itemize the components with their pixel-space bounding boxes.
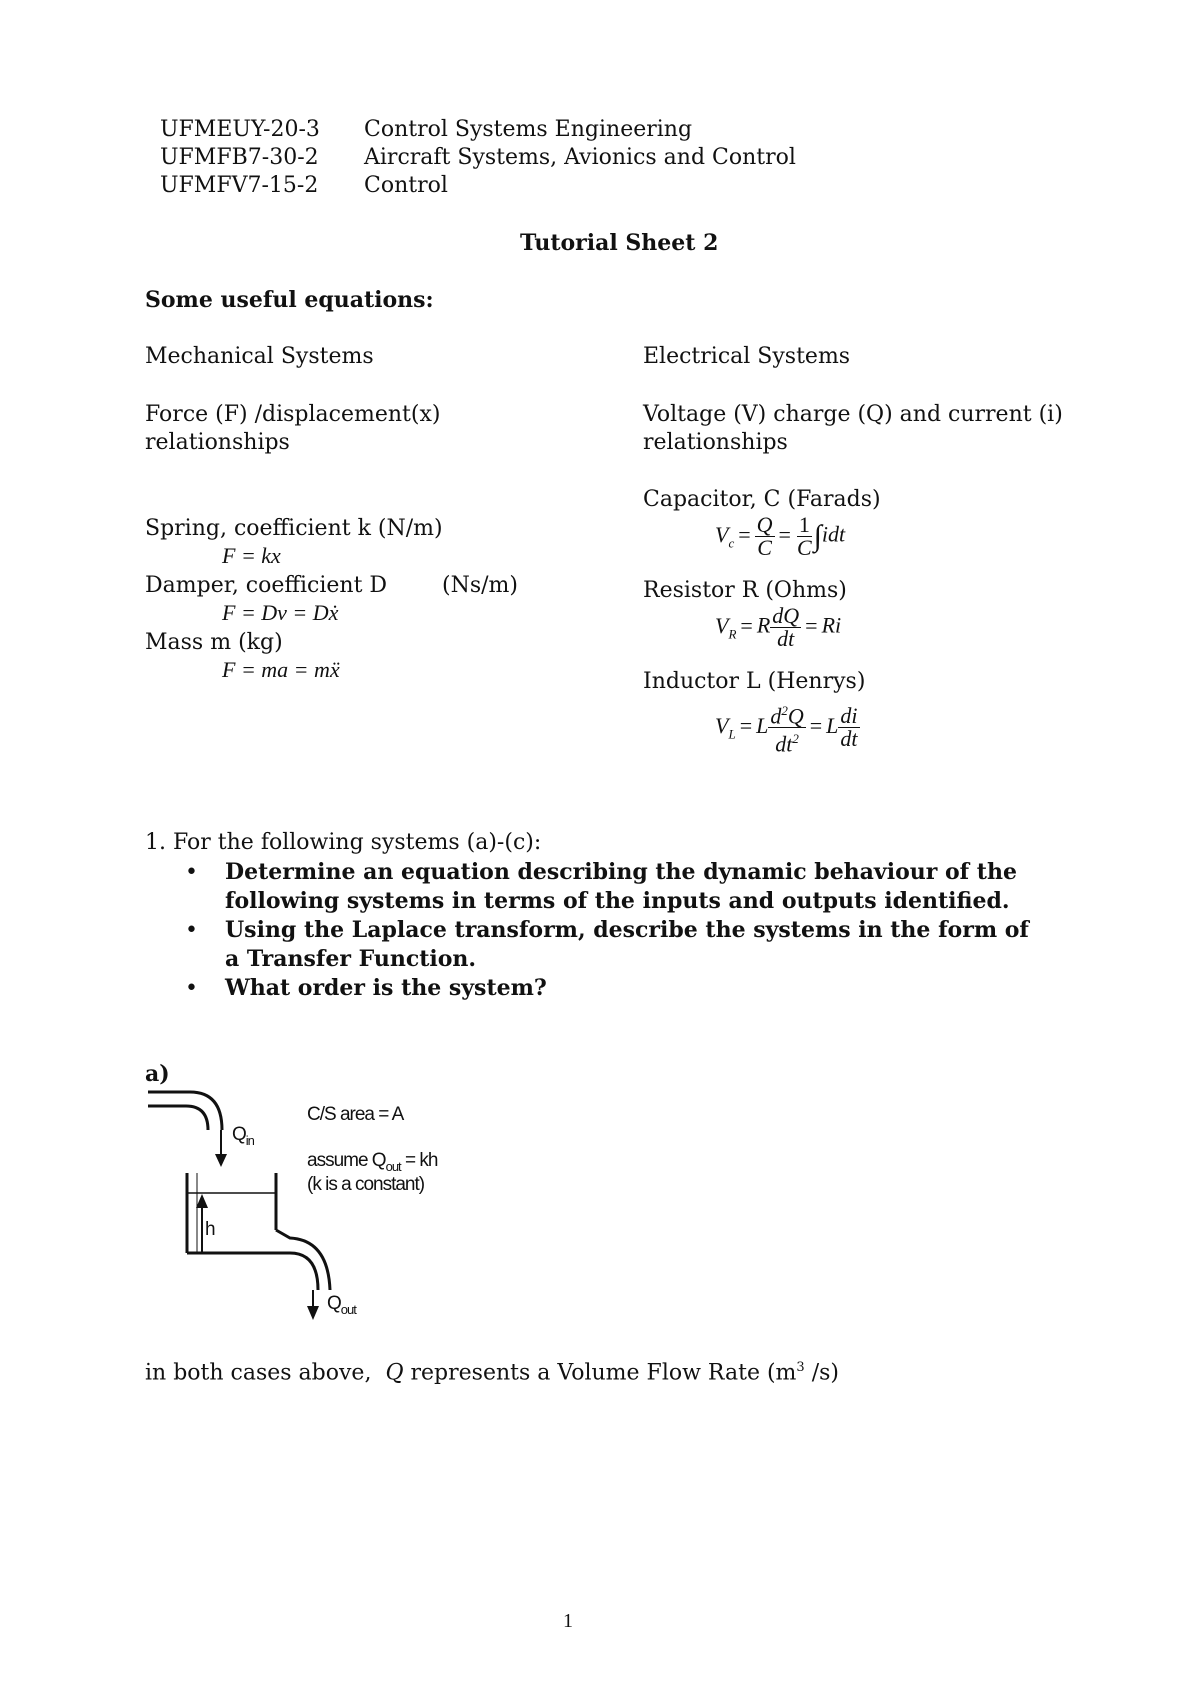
damper-units: (Ns/m) xyxy=(442,573,518,598)
bullet-text-1: Determine an equation describing the dynamic behaviour of the following systems in terms of the inputs and outputs identified. xyxy=(225,859,1017,914)
course-code-3: UFMFV7-15-2 xyxy=(160,173,319,198)
question-1-intro: 1. For the following systems (a)-(c): xyxy=(145,830,542,855)
course-title-2: Aircraft Systems, Avionics and Control xyxy=(364,145,796,170)
q-in-label: $Q_{in}$ xyxy=(232,1124,254,1148)
resistor-label: Resistor R (Ohms) xyxy=(643,578,847,603)
h-label: h xyxy=(205,1219,215,1240)
bullet-text-2: Using the Laplace transform, describe the systems in the form of a Transfer Function. xyxy=(225,917,1029,972)
outlet-pipe-inner xyxy=(276,1230,330,1290)
capacitor-equation: $V_c$ = $\frac{Q}{C}$ = $\frac{1}{C}$ ∫idt xyxy=(715,512,846,560)
course-code-1: UFMEUY-20-3 xyxy=(160,117,320,142)
mechanical-subheading-1: Force (F) /displacement(x) xyxy=(145,402,441,427)
bullet-marker: • xyxy=(185,918,198,943)
outflow-arrow-head xyxy=(307,1306,319,1320)
mass-equation: F = ma = mẍ xyxy=(222,657,340,682)
inductor-equation: $V_L = L$ $\frac{d^2Q}{dt^2}$ = L $\frac{di}{dt}$ xyxy=(715,700,860,756)
electrical-subheading-2: relationships xyxy=(643,430,788,455)
inlet-pipe-outer xyxy=(148,1092,222,1130)
course-title-1: Control Systems Engineering xyxy=(364,117,693,142)
capacitor-label: Capacitor, C (Farads) xyxy=(643,487,881,512)
course-code-2: UFMFB7-30-2 xyxy=(160,145,319,170)
tank-bottom xyxy=(187,1253,318,1290)
mass-label: Mass m (kg) xyxy=(145,630,283,655)
sheet-title: Tutorial Sheet 2 xyxy=(520,230,719,256)
course-title-3: Control xyxy=(364,173,448,198)
assume-label: assume $Q_{out}$ = kh xyxy=(307,1150,438,1174)
spring-label: Spring, coefficient k (N/m) xyxy=(145,516,443,541)
diagram-a-label: a) xyxy=(145,1061,170,1087)
electrical-heading: Electrical Systems xyxy=(643,344,851,369)
bullet-text-3: What order is the system? xyxy=(225,975,547,1001)
resistor-equation: $V_R = R$ $\frac{dQ}{dt}$ = Ri xyxy=(715,603,842,651)
bullet-marker: • xyxy=(185,860,198,885)
spring-equation: F = kx xyxy=(222,543,281,568)
height-arrow-head xyxy=(196,1194,208,1208)
question-1-bullets xyxy=(185,858,1065,1008)
inflow-arrow-head xyxy=(215,1154,227,1167)
bullet-marker: • xyxy=(185,976,198,1001)
flow-rate-note: in both cases above, Q represents a Volume Flow Rate ($m^3$ /s) xyxy=(145,1360,839,1386)
damper-label: Damper, coefficient D xyxy=(145,573,388,598)
inductor-label: Inductor L (Henrys) xyxy=(643,669,866,694)
mechanical-subheading-2: relationships xyxy=(145,430,290,455)
electrical-subheading-1: Voltage (V) charge (Q) and current (i) xyxy=(643,402,1063,427)
useful-equations-heading: Some useful equations: xyxy=(145,287,434,313)
cs-area-label: C/S area = A xyxy=(307,1104,404,1125)
mechanical-heading: Mechanical Systems xyxy=(145,344,374,369)
constant-label: (k is a constant) xyxy=(307,1174,425,1195)
inlet-pipe-inner xyxy=(148,1106,208,1130)
page-number: 1 xyxy=(563,1610,573,1632)
damper-equation: F = Dv = Dẋ xyxy=(222,600,339,625)
q-out-label: $Q_{out}$ xyxy=(327,1293,356,1317)
